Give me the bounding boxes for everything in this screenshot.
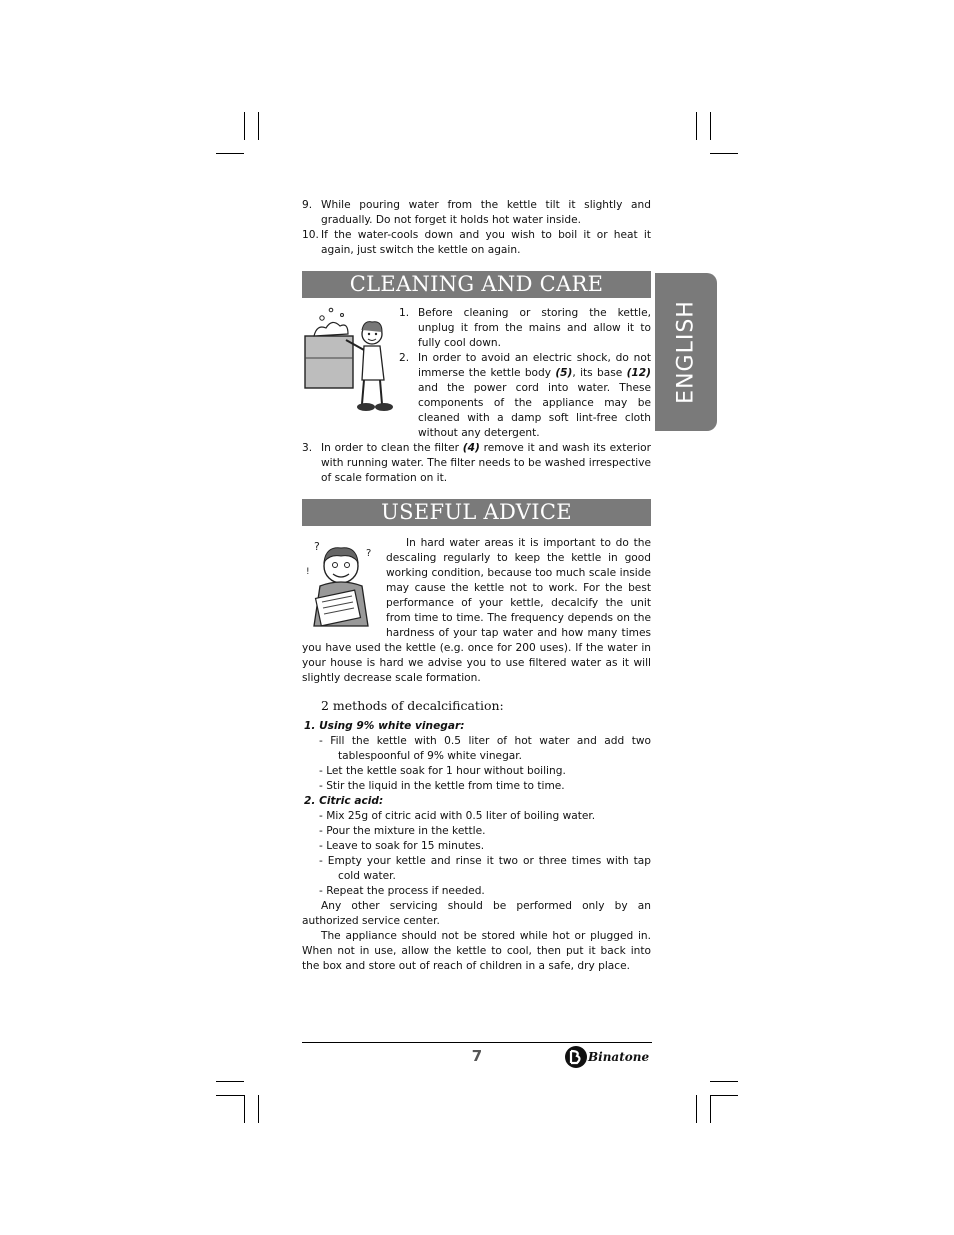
- advice-illustration: [302, 536, 380, 632]
- list-item: - Fill the kettle with 0.5 liter of hot water and add two tablespoonful of 9% white vinegar.: [319, 735, 651, 762]
- list-item-number: 9.: [302, 199, 313, 211]
- method-1-steps: [302, 734, 651, 794]
- list-item-text: , its base: [572, 367, 627, 379]
- crop-mark: [696, 112, 697, 140]
- list-item: [399, 351, 651, 441]
- crop-mark: [710, 112, 711, 140]
- crop-mark: [244, 1095, 245, 1123]
- cleaning-list: [399, 306, 651, 441]
- method-2-title: 2. Citric acid:: [304, 795, 384, 807]
- part-reference: (4): [462, 442, 480, 454]
- part-reference: (12): [626, 367, 651, 379]
- list-item: - Repeat the process if needed.: [319, 885, 485, 897]
- svg-text:!: !: [306, 567, 310, 577]
- language-tab: [655, 273, 717, 431]
- crop-mark: [710, 1081, 738, 1082]
- list-item: - Leave to soak for 15 minutes.: [319, 840, 485, 852]
- cleaning-block: [302, 306, 651, 486]
- storage-paragraph: The appliance should not be stored while hot or plugged in. When not in use, allow the kettle to cool, then put it back into the box and store out of reach of children in a safe, dry place.: [302, 930, 651, 972]
- list-item-text: While pouring water from the kettle tilt it slightly and gradually. Do not forget it holds hot water inside.: [321, 199, 651, 226]
- svg-text:?: ?: [314, 540, 320, 553]
- list-item-text: In order to avoid an electric shock, do not immerse the kettle body: [418, 352, 651, 379]
- section-heading-cleaning: CLEANING AND CARE: [302, 271, 651, 298]
- list-item-text: Before cleaning or storing the kettle, unplug it from the mains and allow it to fully cool down.: [418, 307, 651, 349]
- list-item-text: If the water-cools down and you wish to boil it or heat it again, just switch the kettle on again.: [321, 229, 651, 256]
- servicing-paragraph: Any other servicing should be performed only by an authorized service center.: [302, 900, 651, 927]
- list-item: [302, 228, 651, 258]
- list-item-number: 1.: [399, 307, 410, 319]
- list-item-text: and the power cord into water. These components of the appliance may be cleaned with a damp soft lint-free cloth without any detergent.: [418, 382, 651, 439]
- method-1-title: 1. Using 9% white vinegar:: [304, 720, 465, 732]
- list-item: [399, 306, 651, 351]
- crop-mark: [710, 1095, 711, 1123]
- crop-mark: [258, 1095, 259, 1123]
- list-item-number: 3.: [302, 442, 313, 454]
- page-content: [302, 198, 651, 974]
- svg-text:?: ?: [366, 548, 372, 559]
- list-item: - Mix 25g of citric acid with 0.5 liter of boiling water.: [319, 810, 596, 822]
- language-tab-label: ENGLISH: [673, 300, 699, 404]
- section-heading-advice: USEFUL ADVICE: [302, 499, 651, 526]
- list-item: [302, 198, 651, 228]
- cleaning-list-continued: [302, 441, 651, 486]
- methods-title: 2 methods of decalcification:: [321, 698, 504, 713]
- top-list: [302, 198, 651, 258]
- list-item: - Pour the mixture in the kettle.: [319, 825, 486, 837]
- method-2-steps: [302, 809, 651, 899]
- list-item: [302, 441, 651, 486]
- list-item: - Let the kettle soak for 1 hour without boiling.: [319, 765, 566, 777]
- list-item: - Stir the liquid in the kettle from time to time.: [319, 780, 565, 792]
- advice-section: [302, 536, 651, 974]
- list-item-number: 2.: [399, 352, 410, 364]
- crop-mark: [710, 1095, 738, 1096]
- crop-mark: [258, 112, 259, 140]
- crop-mark: [696, 1095, 697, 1123]
- crop-mark: [216, 153, 244, 154]
- crop-mark: [216, 1095, 244, 1096]
- list-item-text: In order to clean the filter: [321, 442, 463, 454]
- brand-name: Binatone: [588, 1050, 650, 1064]
- crop-mark: [216, 1081, 244, 1082]
- list-item-number: 10.: [302, 229, 319, 241]
- page-number: 7: [471, 1047, 483, 1065]
- list-item-text: remove it and wash its exterior with running water. The filter needs to be washed irrespective of scale formation on it.: [321, 442, 652, 484]
- advice-intro: In hard water areas it is important to do the descaling regularly to keep the kettle in good working condition, because too much scale inside may cause the kettle not to work. For the best performance of your kettle, decalcify the unit from time to time. The frequency depends on the hardness of your tap water and how many times you have used the kettle (e.g. once for 200 uses). If the water in your house is hard we advise you to use filtered water as it will slightly decrease scale formation.: [302, 537, 651, 684]
- part-reference: (5): [555, 367, 573, 379]
- list-item: - Empty your kettle and rinse it two or three times with tap cold water.: [319, 855, 651, 882]
- crop-mark: [244, 112, 245, 140]
- footer-divider: [302, 1042, 652, 1043]
- cleaning-illustration: [302, 306, 394, 418]
- crop-mark: [710, 153, 738, 154]
